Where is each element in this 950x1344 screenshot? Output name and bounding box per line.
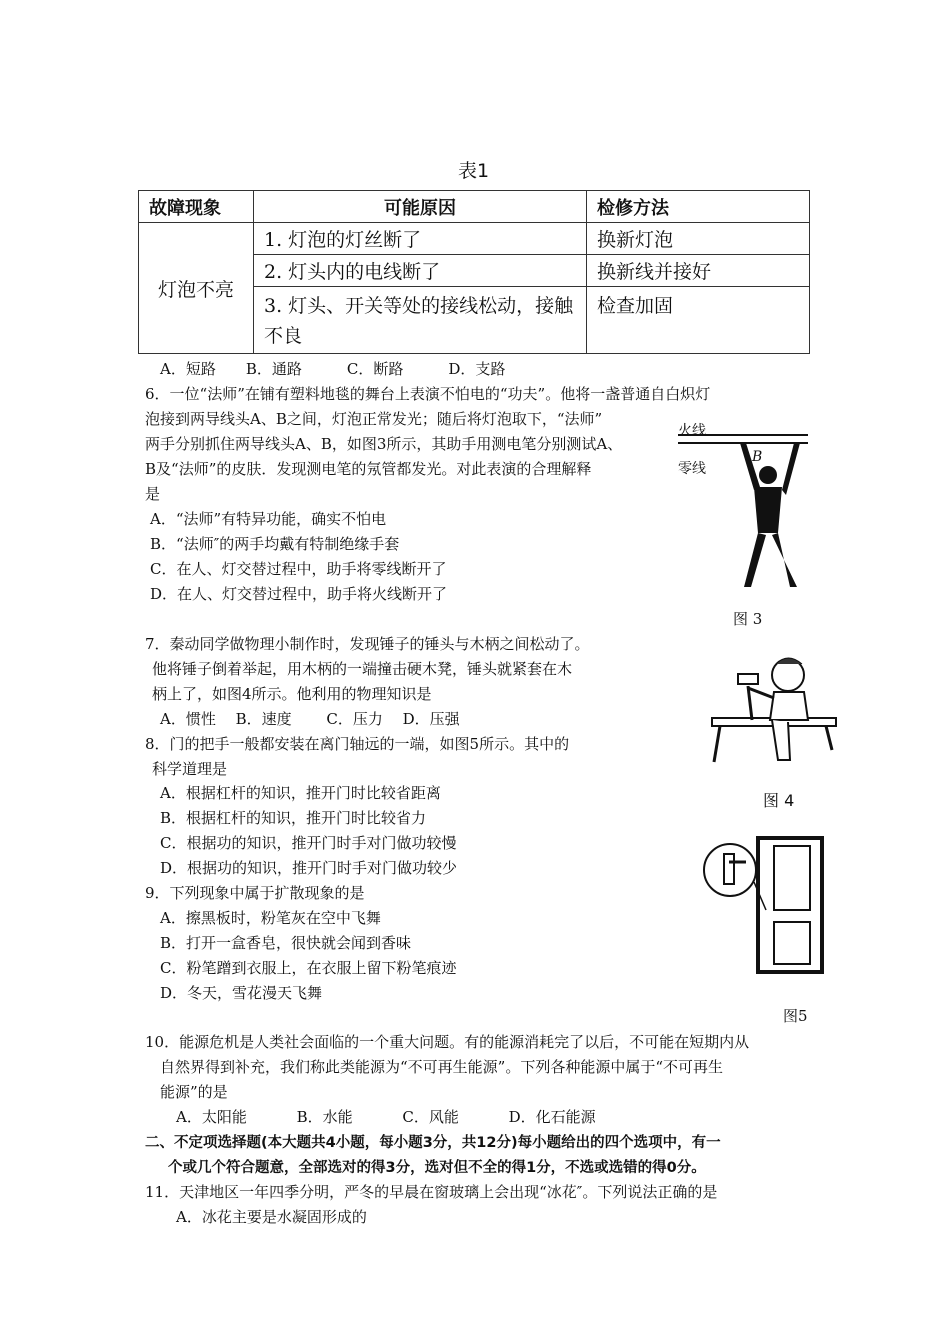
- q7-line: 柄上了，如图4所示。他利用的物理知识是: [152, 685, 432, 703]
- boy-hair: [776, 658, 802, 664]
- fix-cell: 换新灯泡: [587, 223, 810, 255]
- q6-option: B．“法师″的两手均戴有特制绝缘手套: [150, 535, 400, 553]
- q6-line: 6．一位“法师”在铺有塑料地毯的舞台上表演不怕电的“功夫”。他将一盏普通自白炽灯: [145, 385, 711, 403]
- door-handle-plate: [724, 854, 734, 884]
- point-b-label: B: [752, 449, 763, 465]
- figure-5-illustration: [700, 832, 830, 977]
- q7-line: 7．秦动同学做物理小制作时，发现锤子的锤头与木柄之间松动了。: [145, 635, 590, 653]
- figure-5-caption: 图5: [783, 1007, 808, 1025]
- q8-option: A．根据杠杆的知识，推开门时比较省距离: [160, 784, 441, 802]
- person-right-leg: [772, 533, 797, 587]
- boy-arm: [748, 688, 774, 698]
- q6-line: 是: [145, 485, 161, 503]
- door-panel: [774, 846, 810, 910]
- person-body: [754, 487, 782, 533]
- q8-option: D．根据功的知识，推开门时手对门做功较少: [160, 859, 458, 877]
- q10-line: 能源”的是: [160, 1083, 228, 1101]
- person-right-arm: [782, 443, 800, 495]
- q8-option: B．根据杠杆的知识，推开门时比较省力: [160, 809, 427, 827]
- cause-cell: 2. 灯头内的电线断了: [254, 255, 587, 287]
- q9-option: C．粉笔蹭到衣服上，在衣服上留下粉笔痕迹: [160, 959, 457, 977]
- q7-line: 他将锤子倒着举起，用木柄的一端撞击硬木凳，锤头就紧套在木: [152, 660, 573, 678]
- person-head: [759, 466, 777, 484]
- figure-4-caption: 图 4: [763, 791, 795, 810]
- q9-option: A．擦黑板时，粉笔灰在空中飞舞: [160, 909, 381, 927]
- q7-options: A．惯性 B．速度 C．压力 D．压强: [160, 710, 460, 728]
- q9-stem: 9．下列现象中属于扩散现象的是: [145, 884, 365, 902]
- cause-cell: 3. 灯头、开关等处的接线松动，接触不良: [254, 287, 587, 354]
- boy-body: [770, 692, 808, 720]
- header-fix: 检修方法: [587, 191, 810, 223]
- table-caption: 表1: [458, 160, 490, 182]
- q10-options: A．太阳能 B．水能 C．风能 D．化石能源: [176, 1108, 596, 1126]
- section2-instructions: 个或几个符合题意，全部选对的得3分，选对但不全的得1分，不选或选错的得0分。: [168, 1160, 706, 1176]
- bench-leg: [714, 726, 720, 762]
- q11-stem: 11．天津地区一年四季分明，严冬的早晨在窗玻璃上会出现“冰花″。下列说法正确的是: [145, 1183, 718, 1201]
- hammer-handle: [748, 686, 752, 720]
- table-row: [139, 223, 810, 255]
- q6-line: 两手分别抓住两导线头A、B，如图3所示，其助手用测电笔分别测试A、: [145, 435, 623, 453]
- table-header-row: [139, 191, 810, 223]
- fix-cell: 检查加固: [587, 287, 810, 354]
- hammer-head: [738, 674, 758, 684]
- bench-leg: [826, 726, 832, 750]
- header-cause: 可能原因: [254, 191, 587, 223]
- header-symptom: 故障现象: [139, 191, 254, 223]
- q8-option: C．根据功的知识，推开门时手对门做功较慢: [160, 834, 457, 852]
- section2-heading: 二、不定项选择题(本大题共4小题，每小题3分，共12分)每小题给出的四个选项中，有一: [145, 1135, 721, 1151]
- q6-line: B及“法师”的皮肤．发现测电笔的氖管都发光。对此表演的合理解释: [145, 460, 592, 478]
- fix-cell: 换新线并接好: [587, 255, 810, 287]
- person-left-leg: [744, 533, 766, 587]
- q6-line: 泡接到两导线头A、B之间，灯泡正常发光；随后将灯泡取下，“法师”: [145, 410, 603, 428]
- q11-option: A．冰花主要是水凝固形成的: [176, 1208, 367, 1226]
- q8-line: 8．门的把手一般都安装在离门轴远的一端，如图5所示。其中的: [145, 735, 570, 753]
- figure-3-caption: 图 3: [733, 610, 763, 628]
- q6-option: C．在人、灯交替过程中，助手将零线断开了: [150, 560, 447, 578]
- boy-leg: [772, 720, 790, 760]
- symptom-cell: 灯泡不亮: [139, 223, 254, 354]
- cause-cell: 1. 灯泡的灯丝断了: [254, 223, 587, 255]
- figure-4-illustration: [708, 650, 840, 775]
- q6-option: A．“法师”有特异功能，确实不怕电: [150, 510, 387, 528]
- figure-3-illustration: [668, 415, 813, 595]
- live-wire-label: 火线: [678, 423, 706, 439]
- q5-options: A．短路 B．通路 C．断路 D．支路: [160, 360, 506, 378]
- neutral-wire-label: 零线: [678, 461, 706, 477]
- door-panel: [774, 922, 810, 964]
- q10-line: 自然界得到补充，我们称此类能源为“不可再生能源”。下列各种能源中属于“不可再生: [160, 1058, 724, 1076]
- q6-option: D．在人、灯交替过程中，助手将火线断开了: [150, 585, 448, 603]
- q9-option: D．冬天，雪花漫天飞舞: [160, 984, 323, 1002]
- fault-table: [138, 190, 810, 354]
- q8-line: 科学道理是: [152, 760, 228, 778]
- q10-line: 10．能源危机是人类社会面临的一个重大问题。有的能源消耗完了以后，不可能在短期内从: [145, 1033, 750, 1051]
- q9-option: B．打开一盒香皂，很快就会闻到香味: [160, 934, 412, 952]
